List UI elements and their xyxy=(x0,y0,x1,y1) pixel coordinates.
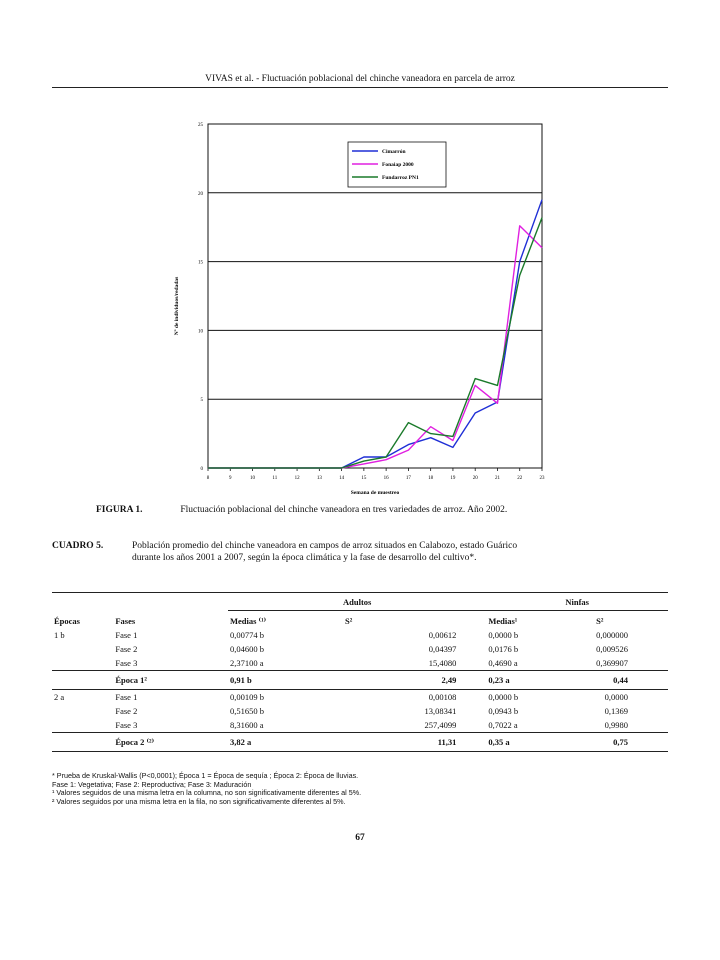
table-summary-row: Época 1² 0,91 b 2,49 0,23 a 0,44 xyxy=(52,671,668,690)
epoca-cell: 1 b xyxy=(54,630,65,640)
y-tick-label: 20 xyxy=(198,191,203,197)
legend-entry: Cimarrón xyxy=(382,149,406,155)
table-caption-line-1: Población promedio del chinche vaneadora en campos de arroz situados en Calabozo, estado Guárico xyxy=(132,541,518,551)
footnote: ² Valores seguidos por una misma letra en la fila, no son significativamente diferentes al 5%. xyxy=(52,796,346,806)
x-tick-label: 12 xyxy=(294,476,300,481)
series-line xyxy=(208,226,542,468)
table-column-header xyxy=(52,611,668,629)
table-row: Fase 2 0,04600 b 0,04397 0,0176 b 0,009526 xyxy=(115,644,628,654)
table-caption-text xyxy=(132,540,672,564)
x-tick-label: 9 xyxy=(229,476,232,481)
col-medias-ninfas: Medias¹ xyxy=(488,616,518,626)
page-number: 67 xyxy=(355,833,365,843)
figure-1-chart xyxy=(160,112,560,502)
running-head-text: VIVAS et al. - Fluctuación poblacional del chinche vaneadora en parcela de arroz xyxy=(205,74,515,84)
x-tick-label: 8 xyxy=(206,476,210,481)
x-tick-label: 17 xyxy=(405,476,411,481)
x-tick-label: 11 xyxy=(272,476,278,481)
x-tick-label: 23 xyxy=(539,476,545,481)
table-row: 2 a Fase 1 0,00109 b 0,00108 0,0000 b 0,0000 xyxy=(52,690,668,705)
x-tick-label: 18 xyxy=(428,476,434,481)
table-row: Fase 2 0,51650 b 13,08341 0,0943 b 0,1369 xyxy=(115,706,628,716)
col-fases: Fases xyxy=(115,615,136,626)
series-line xyxy=(208,200,542,468)
x-tick-label: 16 xyxy=(383,476,389,481)
col-epocas: Épocas xyxy=(54,615,80,626)
running-head xyxy=(52,74,668,88)
x-tick-label: 15 xyxy=(361,476,367,481)
x-tick-label: 22 xyxy=(517,476,523,481)
y-tick-label: 5 xyxy=(200,398,203,404)
table-caption-line-2: durante los años 2001 a 2007, según la época climática y la fase de desarrollo del cultivo*. xyxy=(132,553,477,563)
y-tick-label: 15 xyxy=(198,260,203,266)
data-table xyxy=(52,592,668,752)
table-label: CUADRO 5. xyxy=(52,541,104,551)
figure-label: FIGURA 1. xyxy=(96,505,143,515)
col-s2-ninfas: S² xyxy=(596,616,604,626)
legend-entry: Fonaiap 2000 xyxy=(382,162,414,168)
table-summary-row: Época 2 ⁽²⁾ 3,82 a 11,31 0,35 a 0,75 xyxy=(52,733,668,752)
y-axis-label: Nº de individuos/redadas xyxy=(174,276,180,336)
x-axis-label: Semana de muestreo xyxy=(350,490,400,496)
footnote: * Prueba de Kruskal-Wallis (P<0,0001); Época 1 = Época de sequía ; Época 2: Época de lluvias. xyxy=(52,771,359,780)
y-tick-label: 25 xyxy=(198,123,203,128)
line-chart xyxy=(160,112,560,502)
x-tick-label: 21 xyxy=(494,476,500,481)
x-tick-label: 13 xyxy=(316,476,322,481)
table-footnotes xyxy=(52,772,672,806)
x-tick-label: 10 xyxy=(250,476,256,481)
group-adultos: Adultos xyxy=(228,593,486,611)
legend-entry: Fundarroz PN1 xyxy=(382,175,419,181)
table-group-header xyxy=(52,593,668,611)
x-tick-label: 14 xyxy=(339,476,345,481)
y-tick-label: 10 xyxy=(198,329,203,335)
footnote: Fase 1: Vegetativa; Fase 2: Reproductiva; Fase 3: Maduración xyxy=(52,779,252,789)
table-row: Fase 3 8,31600 a 257,4099 0,7022 a 0,9980 xyxy=(115,720,628,730)
col-s2-adultos: S² xyxy=(345,616,353,626)
table-row: Fase 3 2,37100 a 15,4080 0,4690 a 0,369907 xyxy=(115,658,628,668)
x-tick-label: 20 xyxy=(472,476,478,481)
table-row: 1 b Fase 1 0,00774 b 0,00612 0,0000 b 0,000000 xyxy=(54,630,628,640)
epoca-cell: 2 a xyxy=(54,692,65,702)
figure-caption xyxy=(96,505,656,515)
x-tick-label: 19 xyxy=(450,476,456,481)
group-ninfas: Ninfas xyxy=(486,593,668,611)
y-tick-label: 0 xyxy=(200,467,203,472)
col-medias-adultos: Medias ⁽¹⁾ xyxy=(229,615,267,626)
footnote: ¹ Valores seguidos de una misma letra en la columna, no son significativamente diferentes al 5%. xyxy=(52,788,362,798)
figure-caption-text: Fluctuación poblacional del chinche vaneadora en tres variedades de arroz. Año 2002. xyxy=(180,505,508,515)
series-line xyxy=(208,218,542,468)
